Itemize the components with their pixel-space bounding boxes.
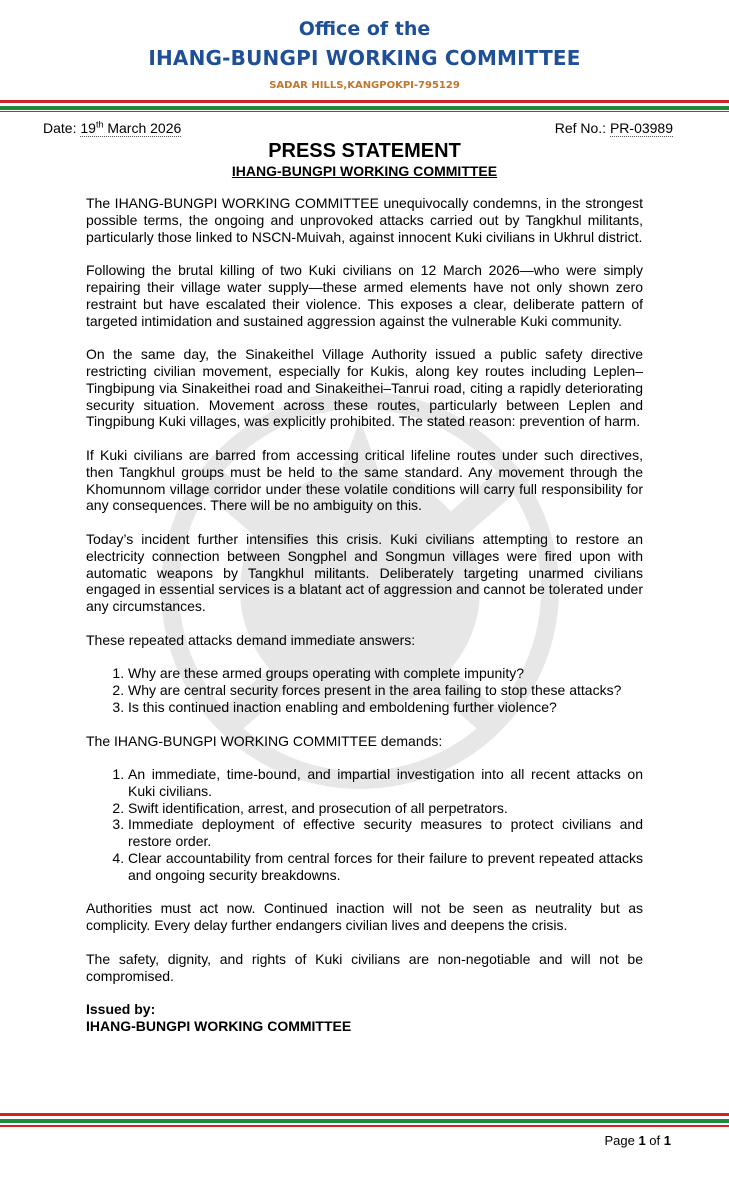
letterhead-office-of: Office of the <box>298 18 431 40</box>
date-label: Date: <box>43 120 77 136</box>
of-word: of <box>649 1133 661 1148</box>
demands-list <box>86 766 643 884</box>
page-word: Page <box>604 1133 635 1148</box>
page-subtitle: IHANG-BUNGPI WORKING COMMITTEE <box>231 163 498 179</box>
list-item: 3. Is this continued inaction enabling and emboldening further violence? <box>128 699 643 716</box>
ref-value: PR-03989 <box>609 120 673 136</box>
date-suffix: th <box>95 119 104 130</box>
issuer-name: IHANG-BUNGPI WORKING COMMITTEE <box>86 1018 352 1035</box>
list-item: 2. Why are central security forces present in the area failing to stop these attacks? <box>128 682 643 699</box>
letterhead-address: SADAR HILLS,KANGPOKPI-795129 <box>269 80 460 91</box>
paragraph-6: These repeated attacks demand immediate answers: <box>86 631 416 648</box>
date-rest: March 2026 <box>107 120 182 136</box>
paragraph-9: The safety, dignity, and rights of Kuki civilians are non-negotiable and will not be compromised. <box>86 950 643 984</box>
paragraph-4: If Kuki civilians are barred from accessing critical lifeline routes under such directives, then Tangkhul groups must be held to the same standard. Any movement through the Khomunnom village corridor under these volatile conditions will carry full responsibility for any consequences. There will be no ambiguity on this. <box>86 446 643 514</box>
paragraph-5: Today’s incident further intensifies this crisis. Kuki civilians attempting to restore an electricity connection between Songphel and Songmun villages were fired upon with automatic weapons by Tangkhul militants. Deliberately targeting unarmed civilians engaged in essential services is a blatant act of aggression and cannot be tolerated under any circumstances. <box>86 530 643 615</box>
footer-stripe-red <box>0 1113 729 1116</box>
header-stripe-red-thin <box>0 111 729 112</box>
list-item: 2. Swift identification, arrest, and prosecution of all perpetrators. <box>128 800 643 817</box>
questions-list <box>86 665 643 715</box>
page-current: 1 <box>638 1133 646 1148</box>
paragraph-7: The IHANG-BUNGPI WORKING COMMITTEE demands: <box>86 732 443 749</box>
header-stripe-red <box>0 100 729 103</box>
paragraph-1: The IHANG-BUNGPI WORKING COMMITTEE unequivocally condemns, in the strongest possible terms, the ongoing and unprovoked attacks carried out by Tangkhul militants, particularly those linked to NSCN-Muivah, against innocent Kuki civilians in Ukhrul district. <box>86 195 643 245</box>
ref-line <box>555 120 673 136</box>
list-item: 3. Immediate deployment of effective security measures to protect civilians and restore order. <box>128 816 643 850</box>
paragraph-2: Following the brutal killing of two Kuki civilians on 12 March 2026—who were simply repairing their village water supply—these armed elements have not only shown zero restraint but have escalated their violence. This exposes a clear, deliberate pattern of targeted intimidation and sustained aggression against the vulnerable Kuki community. <box>86 262 643 329</box>
date-line <box>43 120 181 136</box>
list-item: 1. An immediate, time-bound, and impartial investigation into all recent attacks on Kuki civilians. <box>128 766 643 800</box>
paragraph-8: Authorities must act now. Continued inaction will not be seen as neutrality but as complicity. Every delay further endangers civilian lives and deepens the crisis. <box>86 900 643 934</box>
list-item: 1. Why are these armed groups operating with complete impunity? <box>128 665 643 682</box>
issued-by-label: Issued by: <box>86 1001 156 1018</box>
header-stripe-green <box>0 106 729 110</box>
letterhead-org-name: IHANG-BUNGPI WORKING COMMITTEE <box>148 46 581 70</box>
date-day: 19 <box>80 120 96 136</box>
footer-stripe-green <box>0 1119 729 1123</box>
list-item: 4. Clear accountability from central forces for their failure to prevent repeated attacks and ongoing security breakdowns. <box>128 850 643 884</box>
ref-label: Ref No.: <box>554 120 607 136</box>
page-number <box>604 1133 671 1148</box>
paragraph-3: On the same day, the Sinakeithel Village Authority issued a public safety directive restricting civilian movement, especially for Kukis, along key routes including Leplen–Tingbipung via Sinakeithei road and Sinakeithei–Tanrui road, citing a rapidly deteriorating security situation. Movement across these routes, particularly between Leplen and Tingpibung Kuki villages, was explicitly prohibited. The stated reason: prevention of harm. <box>86 346 643 430</box>
date-value <box>80 120 181 137</box>
page-total: 1 <box>663 1133 671 1148</box>
footer-stripe-red-thin <box>0 1125 729 1127</box>
statement-body <box>86 195 643 1035</box>
page-title: PRESS STATEMENT <box>268 140 461 162</box>
